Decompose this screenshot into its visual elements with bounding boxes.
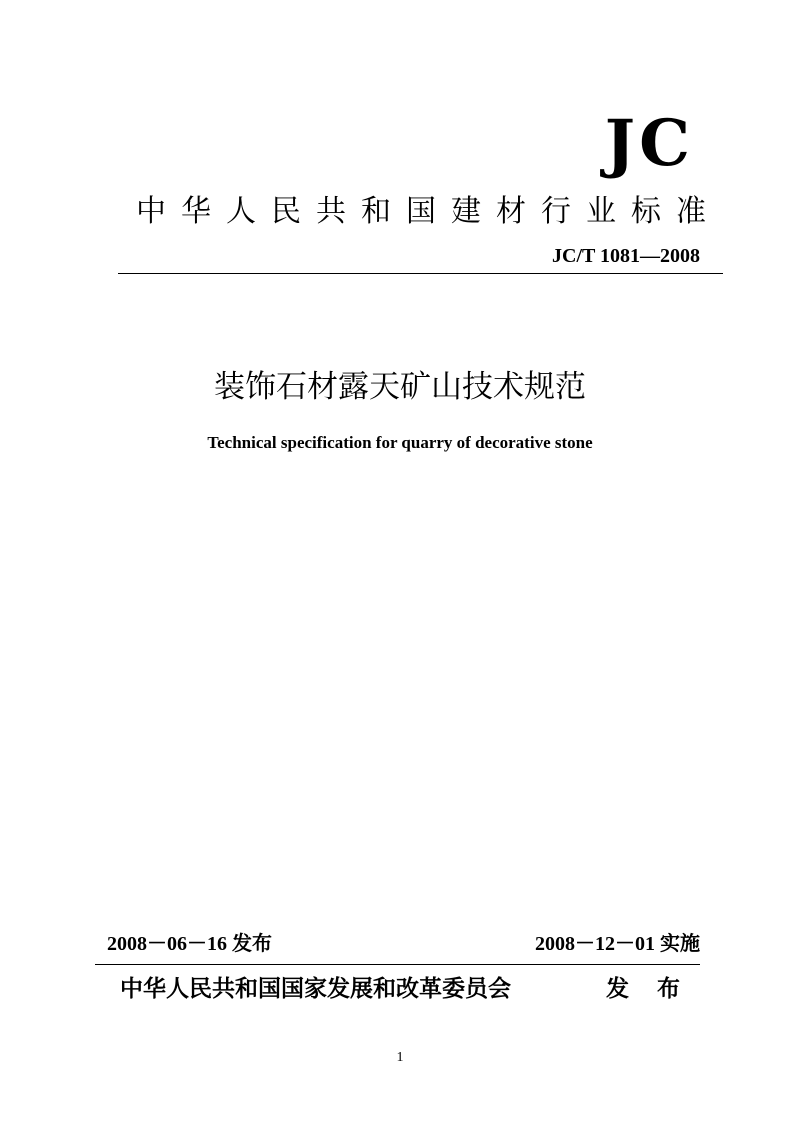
category-char: 业 <box>586 194 616 229</box>
footer-divider <box>95 964 700 965</box>
category-char: 准 <box>676 194 706 229</box>
jc-logo: JC <box>604 106 694 181</box>
document-title-chinese: 装饰石材露天矿山技术规范 <box>214 369 586 405</box>
issuer-action: 发 布 <box>605 976 690 1002</box>
category-char: 国 <box>406 194 436 229</box>
category-char: 和 <box>361 194 391 229</box>
category-char: 行 <box>541 194 571 229</box>
category-char: 华 <box>181 194 211 229</box>
page-number: 1 <box>396 1050 404 1065</box>
implementation-date: 2008－12－01 实施 <box>535 933 700 955</box>
standard-number: JC/T 1081—2008 <box>552 245 700 267</box>
standard-category <box>136 192 706 232</box>
category-char: 中 <box>136 194 166 229</box>
issuing-authority: 中华人民共和国国家发展和改革委员会 <box>120 976 511 1002</box>
document-title-english: Technical specification for quarry of decorative stone <box>207 433 593 452</box>
category-char: 人 <box>226 194 256 229</box>
category-char: 标 <box>631 194 661 229</box>
header-divider <box>118 273 723 274</box>
category-char: 共 <box>316 194 346 229</box>
category-char: 建 <box>451 194 481 229</box>
category-char: 材 <box>496 194 526 229</box>
issue-date: 2008－06－16 发布 <box>107 933 272 955</box>
category-char: 民 <box>271 194 301 229</box>
